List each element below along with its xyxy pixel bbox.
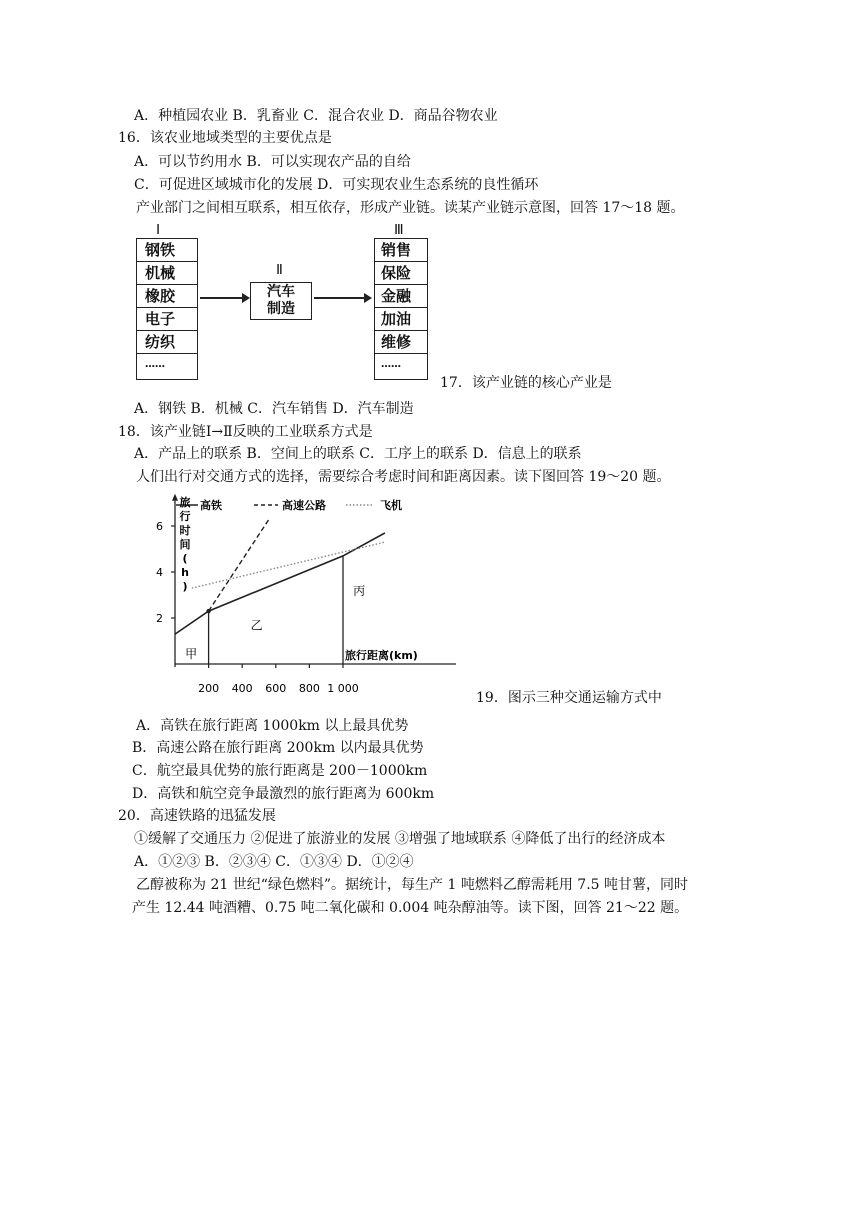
- x-tick-label: 400: [231, 682, 253, 695]
- stage-1-label: Ⅰ: [156, 223, 161, 238]
- legend-label-plane: 飞机: [380, 499, 402, 512]
- series-line-dashed: [209, 519, 269, 611]
- stage-1-box: [136, 238, 198, 380]
- q17-stem: 17．该产业链的核心产业是: [440, 375, 612, 391]
- q18-options: A．产品上的联系 B．空间上的联系 C．工序上的联系 D．信息上的联系: [134, 446, 582, 462]
- q15-options: A．种植园农业 B．乳畜业 C．混合农业 D．商品谷物农业: [134, 108, 498, 124]
- y-tick-label: 6: [156, 520, 163, 533]
- x-tick-label: 600: [265, 682, 287, 695]
- x-tick-label: 1 000: [327, 682, 359, 695]
- stage-3-item: 加油: [375, 308, 427, 331]
- stage-3-item: 保险: [375, 262, 427, 285]
- stage-2-line-2: 制造: [267, 301, 295, 317]
- q20-items: ①缓解了交通压力 ②促进了旅游业的发展 ③增强了地域联系 ④降低了出行的经济成本: [134, 831, 666, 847]
- industry-chain-diagram: [136, 223, 436, 382]
- q19-stem: 19．图示三种交通运输方式中: [476, 690, 662, 706]
- intro-19-20: 人们出行对交通方式的选择，需要综合考虑时间和距离因素。读下图回答 19～20 题。: [136, 469, 671, 485]
- intro-21-22-line-1: 乙醇被称为 21 世纪“绿色燃料”。据统计，每生产 1 吨燃料乙醇需耗用 7.5 吨甘薯，同时: [136, 877, 688, 893]
- stage-3-label: Ⅲ: [394, 223, 404, 238]
- chart-axes: [156, 494, 456, 695]
- q17-options: A．钢铁 B．机械 C．汽车销售 D．汽车制造: [134, 401, 414, 417]
- x-tick-label: 800: [298, 682, 320, 695]
- legend-label-highway: 高速公路: [282, 499, 326, 512]
- arrow-1-to-2: [198, 286, 252, 310]
- chart-legend: [176, 498, 402, 512]
- y-axis-arrow: [172, 494, 178, 501]
- stage-1-item: 钢铁: [137, 239, 197, 262]
- y-tick-label: 4: [156, 566, 163, 579]
- q20-stem: 20．高速铁路的迅猛发展: [118, 808, 276, 824]
- stage-2-label: Ⅱ: [276, 263, 283, 278]
- stage-1-item: 橡胶: [137, 285, 197, 308]
- y-tick-label: 2: [156, 612, 163, 625]
- stage-3-item: 金融: [375, 285, 427, 308]
- stage-2-line-1: 汽车: [267, 284, 295, 300]
- q19-option-d: D．高铁和航空竞争最激烈的旅行距离为 600km: [132, 786, 435, 802]
- legend-label-gaotie: 高铁: [200, 499, 222, 512]
- chart-labels: [185, 584, 365, 661]
- x-axis-label: 旅行距离(km): [345, 649, 418, 662]
- series-line-dotted: [192, 542, 385, 588]
- q16-options-ab: A．可以节约用水 B．可以实现农产品的自给: [134, 154, 411, 170]
- q20-options: A．①②③ B．②③④ C．①③④ D．①②④: [134, 854, 414, 870]
- q19-option-b: B．高速公路在旅行距离 200km 以内最具优势: [132, 740, 424, 756]
- arrow-2-to-3: [312, 286, 374, 310]
- intersection-point: [206, 609, 210, 613]
- x-tick-label: 200: [198, 682, 220, 695]
- region-label: 乙: [250, 618, 263, 633]
- region-label: 甲: [185, 647, 198, 661]
- stage-3-item: 维修: [375, 331, 427, 354]
- q19-option-a: A．高铁在旅行距离 1000km 以上最具优势: [136, 718, 409, 734]
- q19-option-c: C．航空最具优势的旅行距离是 200－1000km: [132, 763, 428, 779]
- stage-1-item: ……: [145, 359, 165, 370]
- travel-time-chart: [136, 494, 456, 700]
- stage-2-box: [250, 282, 312, 320]
- region-label: 丙: [353, 584, 366, 598]
- intro-21-22-line-2: 产生 12.44 吨酒糟、0.75 吨二氧化碳和 0.004 吨杂醇油等。读下图，回答 21～22 题。: [132, 900, 689, 916]
- stage-1-item: 电子: [137, 308, 197, 331]
- q16-stem: 16．该农业地域类型的主要优点是: [118, 130, 332, 146]
- stage-1-item: 纺织: [137, 331, 197, 354]
- stage-3-item: ……: [381, 359, 401, 370]
- intro-17-18: 产业部门之间相互联系，相互依存，形成产业链。读某产业链示意图，回答 17～18 题。: [136, 200, 685, 216]
- y-axis-label: 旅行时间( h ): [179, 496, 191, 594]
- stage-3-item: 销售: [375, 239, 427, 262]
- stage-1-item: 机械: [137, 262, 197, 285]
- q16-options-cd: C．可促进区域城市化的发展 D．可实现农业生态系统的良性循环: [134, 177, 539, 193]
- q18-stem: 18．该产业链Ⅰ→Ⅱ反映的工业联系方式是: [118, 424, 373, 440]
- stage-3-box: [374, 238, 428, 380]
